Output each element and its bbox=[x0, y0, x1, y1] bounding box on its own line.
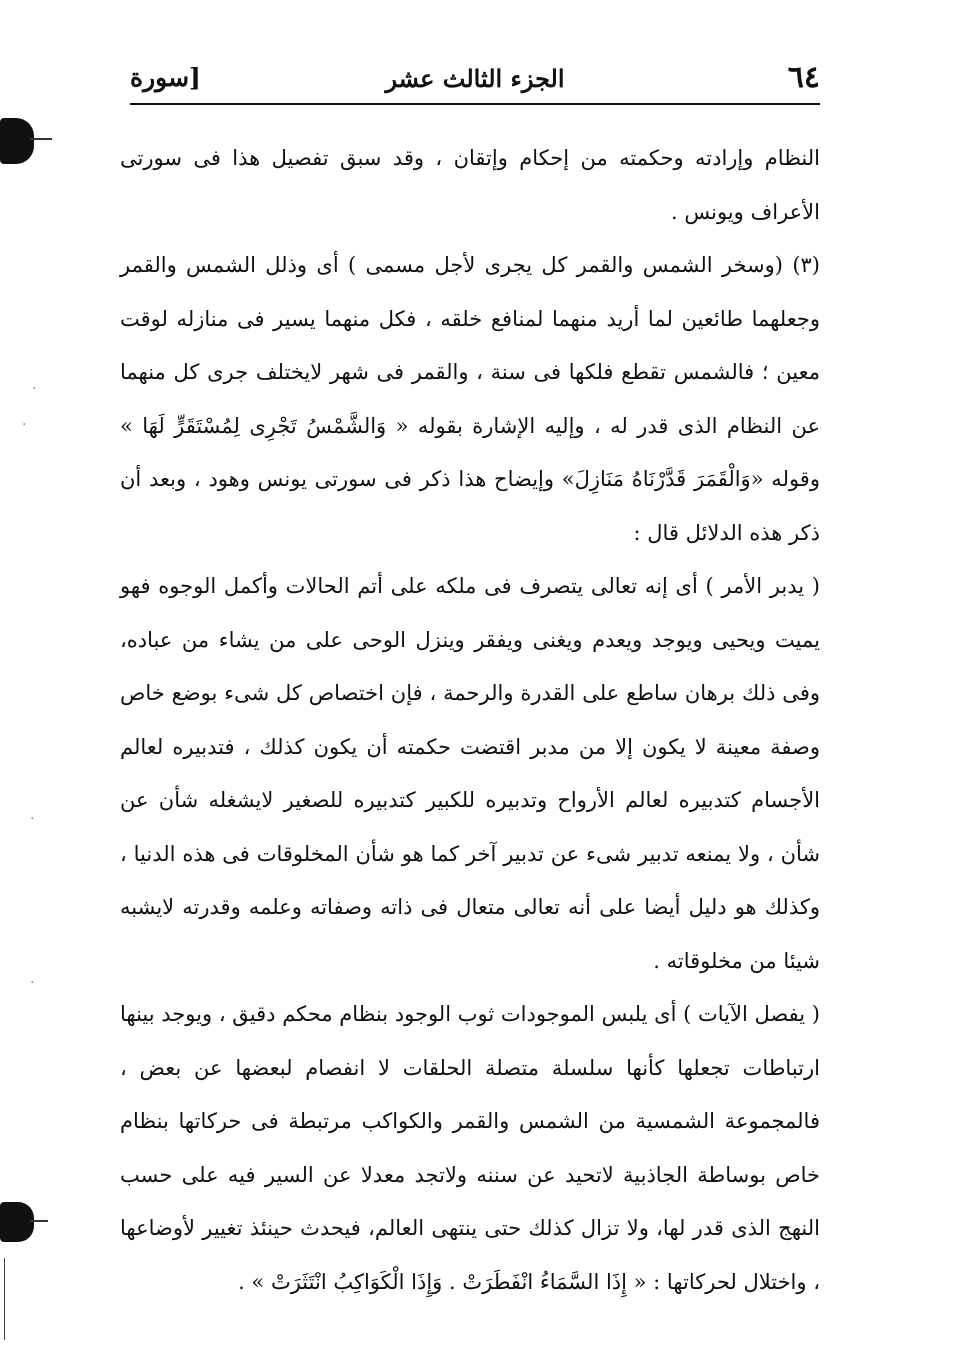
scan-binding-line-bottom bbox=[30, 1220, 48, 1222]
paragraph-1: النظام وإرادته وحكمته من إحكام وإتقان ، وقد سبق تفصيل هذا فى سورتى الأعراف ويونس . bbox=[120, 146, 820, 224]
scan-margin-line bbox=[4, 1258, 5, 1340]
scan-binding-mark-top bbox=[0, 118, 34, 164]
page-number: ٦٤ bbox=[787, 60, 820, 95]
header-rule bbox=[130, 103, 820, 105]
paragraph-2: (٣) (وسخر الشمس والقمر كل يجرى لأجل مسمى ) أى وذلل الشمس والقمر وجعلهما طائعين لما أريد منهما لمنافع خلقه ، فكل منهما يسير فى منازله لوقت معين ؛ فالشمس تقطع فلكها فى سنة ، والقمر فى شهر لايختلف جرى كل منهما عن النظام الذى قدر له ، وإليه الإشارة بقوله « وَالشَّمْسُ تَجْرِى لِمُسْتَقَرٍّ لَهَا » وقوله «وَالْقَمَرَ قَدَّرْنَاهُ مَنَازِلَ» وإيضاح هذا ذكر فى سورتى يونس وهود ، وبعد أن ذكر هذه الدلائل قال : bbox=[120, 253, 820, 545]
body-text bbox=[120, 132, 820, 1309]
running-title: الجزء الثالث عشر bbox=[385, 64, 565, 93]
surah-label: [سورة bbox=[130, 63, 201, 92]
paragraph-4: ( يفصل الآيات ) أى يلبس الموجودات ثوب الوجود بنظام محكم دقيق ، ويوجد بينها ارتباطات تجعلها كأنها سلسلة متصلة الحلقات لا انفصام لبعضها عن بعض ، فالمجموعة الشمسية من الشمس والقمر والكواكب مرتبطة فى حركاتها بنظام خاص بوساطة الجاذبية لاتحيد عن سننه ولاتجد معدلا عن السير فيه على حسب النهج الذى قدر لها، ولا تزال كذلك حتى ينتهى العالم، فيحدث حينئذ تغيير لأوضاعها ، واختلال لحركاتها : « إِذَا السَّمَاءُ انْفَطَرَتْ . وَإِذَا الْكَوَاكِبُ انْتَثَرَتْ » . bbox=[120, 1002, 820, 1294]
page-header bbox=[130, 60, 820, 100]
scan-binding-mark-bottom bbox=[0, 1202, 34, 1242]
scan-speck: · bbox=[30, 975, 35, 991]
scan-speck: · bbox=[22, 417, 27, 433]
paragraph-3: ( يدبر الأمر ) أى إنه تعالى يتصرف فى ملكه على أتم الحالات وأكمل الوجوه فهو يميت ويحيى ويوجد ويعدم ويغنى ويفقر وينزل الوحى على من يشاء من عباده، وفى ذلك برهان ساطع على القدرة والرحمة ، فإن اختصاص كل شىء بوضع خاص وصفة معينة لا يكون إلا من مدبر اقتضت حكمته أن يكون كذلك ، فتدبيره لعالم الأجسام كتدبيره لعالم الأرواح وتدبيره للكبير كتدبيره للصغير لايشغله شأن عن شأن ، ولا يمنعه تدبير شىء عن تدبير آخر كما هو شأن المخلوقات فى هذه الدنيا ، وكذلك هو دليل أيضا على أنه تعالى متعال فى ذاته وصفاته وعلمه وقدرته لايشبه شيئا من مخلوقاته . bbox=[120, 574, 820, 973]
scan-binding-line-top bbox=[30, 138, 52, 140]
scan-speck: · bbox=[32, 381, 37, 397]
scan-speck: · bbox=[30, 811, 35, 827]
